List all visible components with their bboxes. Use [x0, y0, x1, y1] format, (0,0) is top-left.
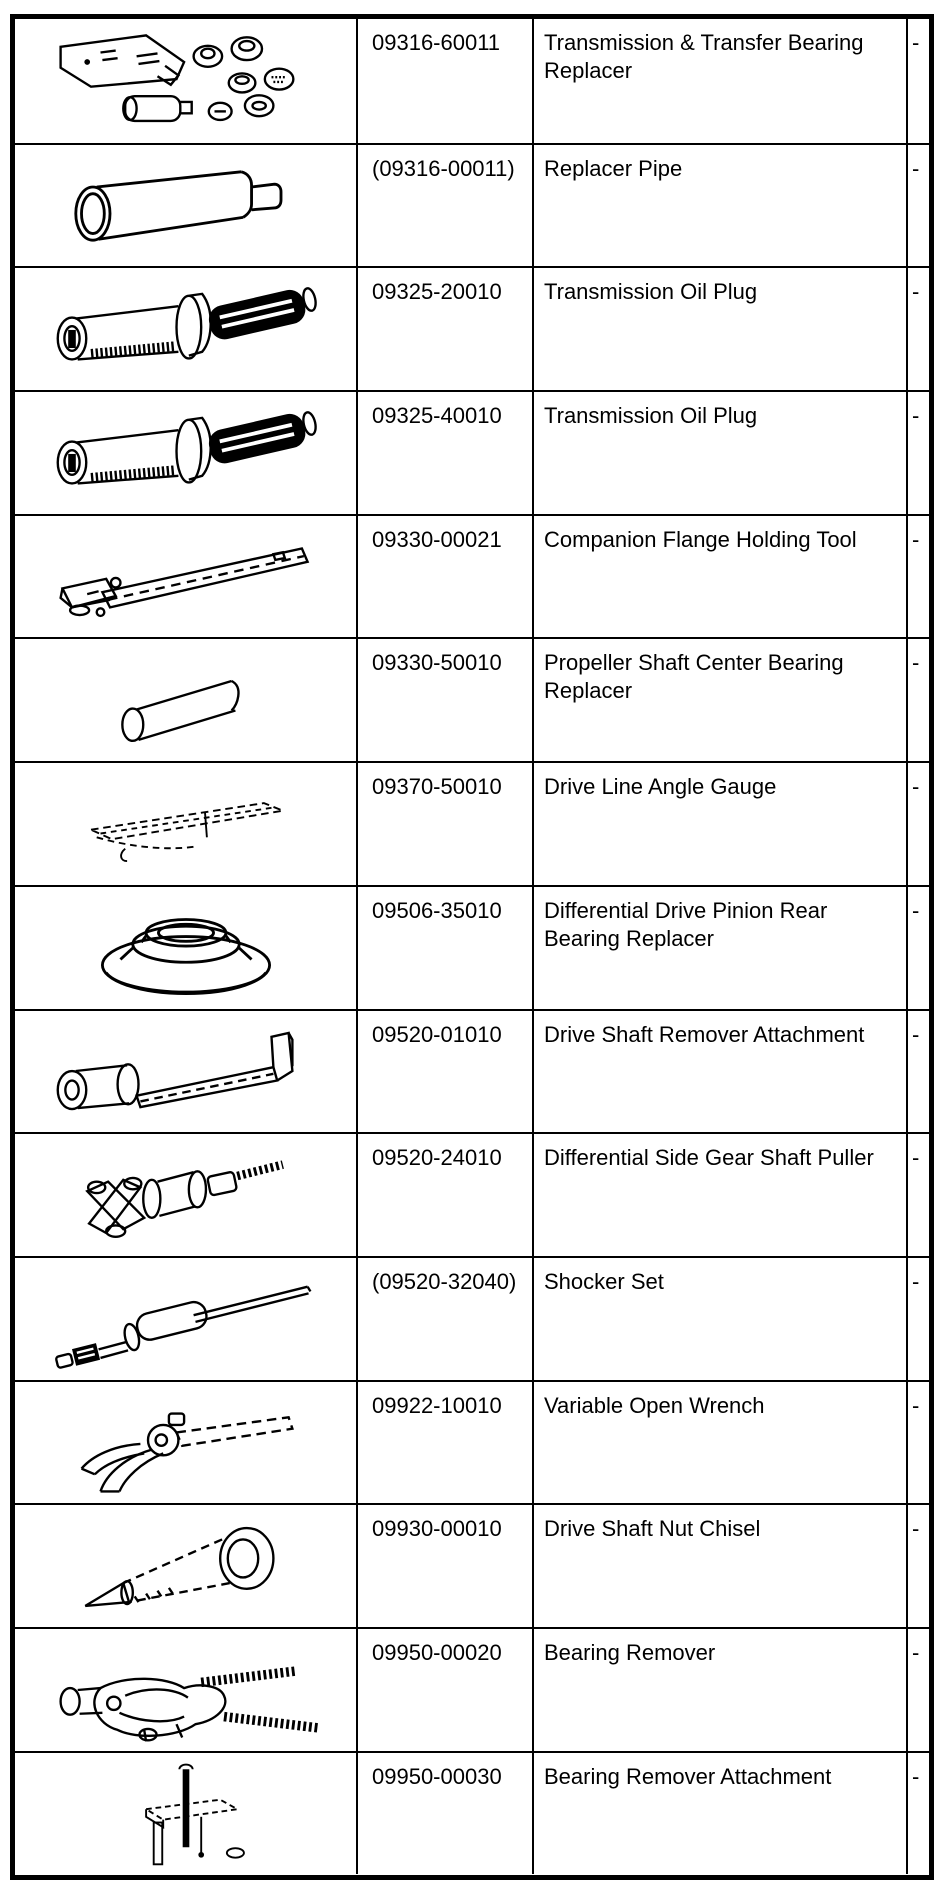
bearing-replacer-kit-illustration: [25, 24, 347, 138]
note-cell: -: [906, 1256, 929, 1380]
part-number-cell: 09950-00020: [356, 1627, 532, 1751]
tool-illustration-cell: [15, 1256, 356, 1380]
part-number-cell: 09922-10010: [356, 1380, 532, 1504]
tool-name-cell: Bearing Remover Attachment: [532, 1751, 906, 1875]
note-cell: -: [906, 1132, 929, 1256]
tool-illustration-cell: [15, 1627, 356, 1751]
bearing-remover-illustration: [25, 1633, 347, 1747]
drive-shaft-nut-chisel-illustration: [25, 1509, 347, 1623]
tool-name-cell: Transmission & Transfer Bearing Replacer: [532, 19, 906, 143]
part-number-cell: 09520-01010: [356, 1009, 532, 1133]
tool-name-cell: Transmission Oil Plug: [532, 390, 906, 514]
note-cell: -: [906, 390, 929, 514]
companion-flange-holding-tool-illustration: [25, 520, 347, 634]
tool-illustration-cell: [15, 1751, 356, 1875]
tool-illustration-cell: [15, 761, 356, 885]
tool-name-cell: Drive Shaft Remover Attachment: [532, 1009, 906, 1133]
tool-name-cell: Companion Flange Holding Tool: [532, 514, 906, 638]
tool-illustration-cell: [15, 19, 356, 143]
tool-illustration-cell: [15, 1503, 356, 1627]
tool-name-cell: Transmission Oil Plug: [532, 266, 906, 390]
tool-illustration-cell: [15, 1009, 356, 1133]
part-number-cell: 09330-50010: [356, 637, 532, 761]
note-cell: -: [906, 1380, 929, 1504]
pinion-rear-bearing-replacer-illustration: [25, 891, 347, 1005]
part-number-cell: 09325-40010: [356, 390, 532, 514]
tool-illustration-cell: [15, 637, 356, 761]
replacer-pipe-illustration: [25, 149, 347, 263]
center-bearing-replacer-illustration: [25, 643, 347, 757]
tool-illustration-cell: [15, 514, 356, 638]
side-gear-shaft-puller-illustration: [25, 1138, 347, 1252]
tool-name-cell: Drive Shaft Nut Chisel: [532, 1503, 906, 1627]
sst-tool-table: [10, 14, 934, 1880]
note-cell: -: [906, 1009, 929, 1133]
tool-name-cell: Replacer Pipe: [532, 143, 906, 267]
tool-name-cell: Propeller Shaft Center Bearing Replacer: [532, 637, 906, 761]
part-number-cell: (09520-32040): [356, 1256, 532, 1380]
part-number-cell: 09506-35010: [356, 885, 532, 1009]
part-number-cell: 09330-00021: [356, 514, 532, 638]
note-cell: -: [906, 514, 929, 638]
tool-name-cell: Bearing Remover: [532, 1627, 906, 1751]
part-number-cell: 09950-00030: [356, 1751, 532, 1875]
tool-name-cell: Variable Open Wrench: [532, 1380, 906, 1504]
part-number-cell: 09316-60011: [356, 19, 532, 143]
bearing-remover-attachment-illustration: [25, 1756, 347, 1870]
note-cell: -: [906, 637, 929, 761]
drive-shaft-remover-attachment-illustration: [25, 1014, 347, 1128]
part-number-cell: 09325-20010: [356, 266, 532, 390]
transmission-oil-plug-illustration: [25, 272, 347, 386]
note-cell: -: [906, 1503, 929, 1627]
tool-name-cell: Differential Side Gear Shaft Puller: [532, 1132, 906, 1256]
part-number-cell: (09316-00011): [356, 143, 532, 267]
note-cell: -: [906, 761, 929, 885]
tool-illustration-cell: [15, 1132, 356, 1256]
part-number-cell: 09370-50010: [356, 761, 532, 885]
note-cell: -: [906, 266, 929, 390]
part-number-cell: 09930-00010: [356, 1503, 532, 1627]
note-cell: -: [906, 1627, 929, 1751]
note-cell: -: [906, 143, 929, 267]
variable-open-wrench-illustration: [25, 1385, 347, 1499]
tool-illustration-cell: [15, 885, 356, 1009]
tool-illustration-cell: [15, 143, 356, 267]
tool-illustration-cell: [15, 390, 356, 514]
note-cell: -: [906, 19, 929, 143]
tool-illustration-cell: [15, 266, 356, 390]
part-number-cell: 09520-24010: [356, 1132, 532, 1256]
note-cell: -: [906, 885, 929, 1009]
tool-name-cell: Differential Drive Pinion Rear Bearing Replacer: [532, 885, 906, 1009]
drive-line-angle-gauge-illustration: [25, 767, 347, 881]
transmission-oil-plug-illustration: [25, 396, 347, 510]
tool-name-cell: Drive Line Angle Gauge: [532, 761, 906, 885]
note-cell: -: [906, 1751, 929, 1875]
shocker-set-illustration: [25, 1262, 347, 1376]
tool-name-cell: Shocker Set: [532, 1256, 906, 1380]
tool-illustration-cell: [15, 1380, 356, 1504]
